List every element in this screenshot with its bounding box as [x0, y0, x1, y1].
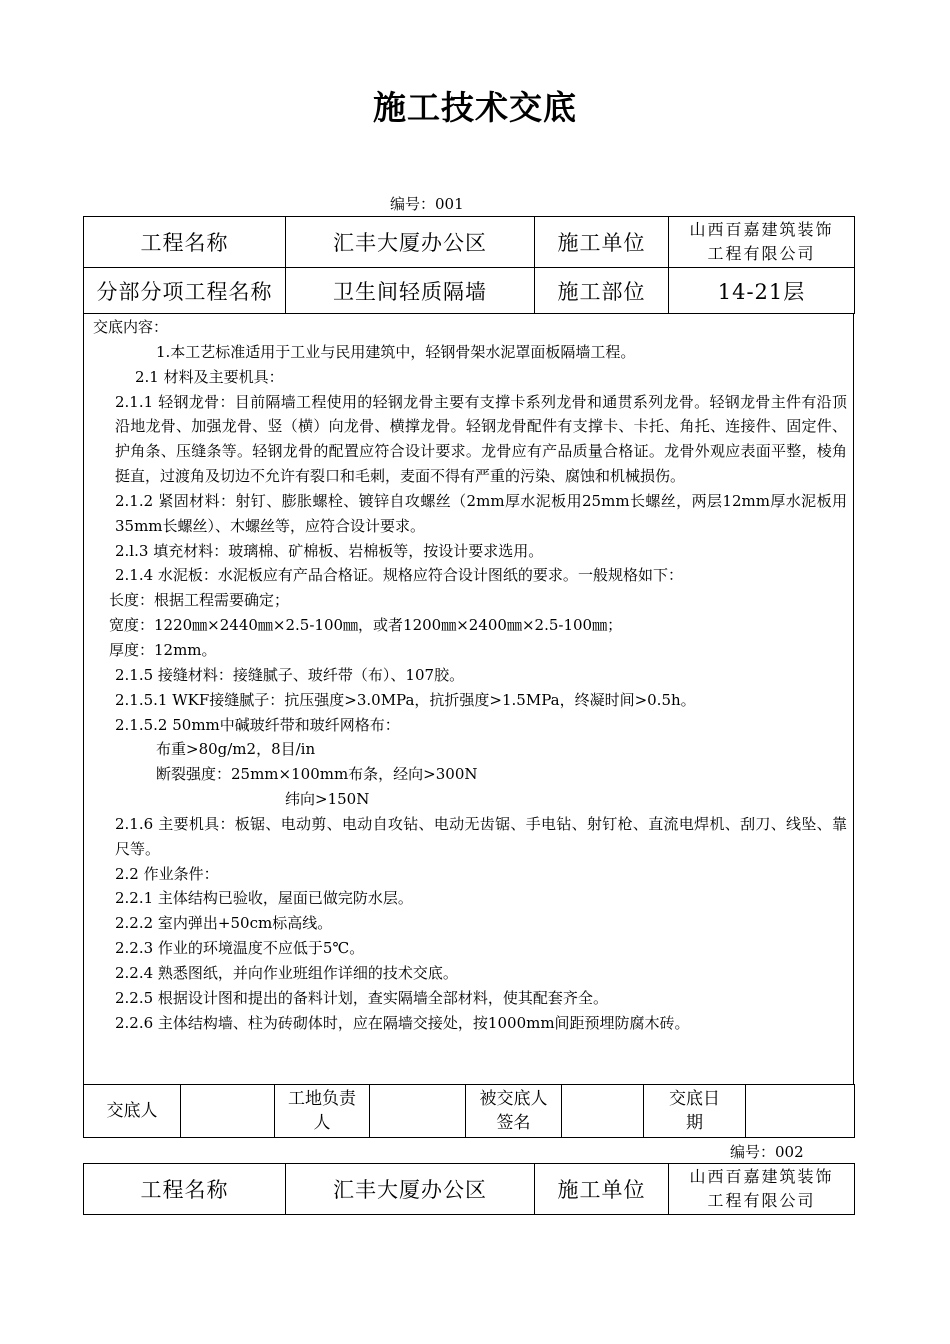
content-line: 2.2.1 主体结构已验收，屋面已做完防水层。 — [115, 889, 413, 908]
date-label-line-1: 交底日 — [669, 1089, 720, 1109]
unit-line-2: 工程有限公司 — [707, 244, 816, 263]
construction-unit-value — [669, 217, 855, 268]
unit-line-1: 山西百嘉建筑装饰 — [689, 1167, 834, 1186]
content-line: 长度：根据工程需要确定； — [109, 591, 290, 610]
site-lead-label — [275, 1085, 370, 1138]
disclosure-date-label — [644, 1085, 746, 1138]
content-line: 宽度：1220㎜×2440㎜×2.5-100㎜，或者1200㎜×2400㎜×2.5-100㎜； — [109, 616, 623, 635]
recipient-label — [466, 1085, 562, 1138]
disclosure-content — [83, 313, 854, 1085]
site-lead-label-line-1: 工地负责 — [288, 1089, 356, 1109]
site-lead-label-line-2: 人 — [313, 1113, 331, 1133]
site-lead-signature-field[interactable] — [370, 1085, 466, 1138]
content-line: 2.1 材料及主要机具： — [135, 367, 284, 386]
content-line: 2.l.3 填充材料：玻璃棉、矿棉板、岩棉板等，按设计要求选用。 — [115, 541, 544, 560]
content-line: 1.本工艺标准适用于工业与民用建筑中，轻钢骨架水泥罩面板隔墙工程。 — [156, 342, 636, 361]
discloser-signature-field[interactable] — [181, 1085, 275, 1138]
content-line: 2.1.5.2 50mm中碱玻纤带和玻纤网格布： — [115, 715, 400, 734]
project-name-label: 工程名称 — [84, 1164, 286, 1215]
content-line: 2.1.6 主要机具：板锯、电动剪、电动自攻钻、电动无齿锯、手电钻、射钉枪、直流电焊机、刮刀、线坠、靠尺等。 — [115, 814, 847, 858]
project-name-label: 工程名称 — [84, 217, 286, 268]
project-name-value: 汇丰大厦办公区 — [286, 217, 535, 268]
content-line: 厚度：12mm。 — [109, 640, 217, 659]
construction-location-label: 施工部位 — [535, 268, 669, 314]
content-line: 布重>80g/m2，8目/in — [156, 740, 316, 759]
construction-unit-label: 施工单位 — [535, 1164, 669, 1215]
content-line: 2.1.1 轻钢龙骨：目前隔墙工程使用的轻钢龙骨主要有支撑卡系列龙骨和通贯系列龙骨。轻钢龙骨主件有沿顶沿地龙骨、加强龙骨、竖（横）向龙骨、横撑龙骨。轻钢龙骨配件有支撑卡、卡托、角托、连接件、固定件、护角条、压缝条等。轻钢龙骨的配置应符合设计要求。龙骨应有产品质量合格证。龙骨外观应表面平整，棱角挺直，过渡角及切边不允许有裂口和毛刺，麦面不得有严重的污染、腐蚀和机械损伤。 — [115, 392, 847, 486]
content-line: 2.2.6 主体结构墙、柱为砖砌体时，应在隔墙交接处，按1000mm间距预埋防腐木砖。 — [115, 1013, 690, 1032]
construction-location-value: 14-21层 — [669, 268, 855, 314]
subproject-name-label: 分部分项工程名称 — [84, 268, 286, 314]
content-line: 断裂强度：25mm×100mm布条，经向>300N — [156, 765, 478, 784]
content-line: 2.1.5 接缝材料：接缝腻子、玻纤带（布）、107胶。 — [115, 665, 465, 684]
project-info-table — [83, 216, 855, 314]
recipient-signature-field[interactable] — [562, 1085, 644, 1138]
content-line: 2.1.4 水泥板：水泥板应有产品合格证。规格应符合设计图纸的要求。一般规格如下： — [115, 566, 683, 585]
project-name-value: 汇丰大厦办公区 — [286, 1164, 535, 1215]
content-line: 纬向>150N — [285, 790, 370, 809]
content-line: 2.1.5.1 WKF接缝腻子：抗压强度>3.0MPa，抗折强度>1.5MPa，终凝时间>0.5h。 — [115, 690, 696, 709]
document-number-2: 编号：002 — [730, 1143, 804, 1161]
content-heading: 交底内容： — [93, 318, 169, 336]
disclosure-date-field[interactable] — [746, 1085, 855, 1138]
discloser-label: 交底人 — [84, 1085, 181, 1138]
recipient-label-line-2: 签名 — [496, 1113, 531, 1133]
content-line: 2.2 作业条件： — [115, 864, 219, 883]
subproject-name-value: 卫生间轻质隔墙 — [286, 268, 535, 314]
content-line: 2.2.5 根据设计图和提出的备料计划，查实隔墙全部材料，使其配套齐全。 — [115, 988, 608, 1007]
signoff-table — [83, 1084, 855, 1138]
project-info-table-2 — [83, 1163, 855, 1215]
content-line: 2.2.2 室内弹出+50cm标高线。 — [115, 914, 333, 933]
content-line: 2.2.4 熟悉图纸，并向作业班组作详细的技术交底。 — [115, 963, 458, 982]
content-line: 2.2.3 作业的环境温度不应低于5℃。 — [115, 939, 365, 958]
date-label-line-2: 期 — [686, 1113, 703, 1133]
recipient-label-line-1: 被交底人 — [479, 1089, 548, 1109]
construction-unit-label: 施工单位 — [535, 217, 669, 268]
construction-unit-value — [669, 1164, 855, 1215]
unit-line-2: 工程有限公司 — [707, 1191, 816, 1210]
content-line: 2.1.2 紧固材料：射钉、膨胀螺栓、镀锌自攻螺丝（2mm厚水泥板用25mm长螺丝，两层12mm厚水泥板用35mm长螺丝）、木螺丝等，应符合设计要求。 — [115, 491, 847, 535]
unit-line-1: 山西百嘉建筑装饰 — [689, 220, 834, 239]
page-title: 施工技术交底 — [373, 88, 577, 127]
document-number: 编号：001 — [390, 195, 464, 213]
